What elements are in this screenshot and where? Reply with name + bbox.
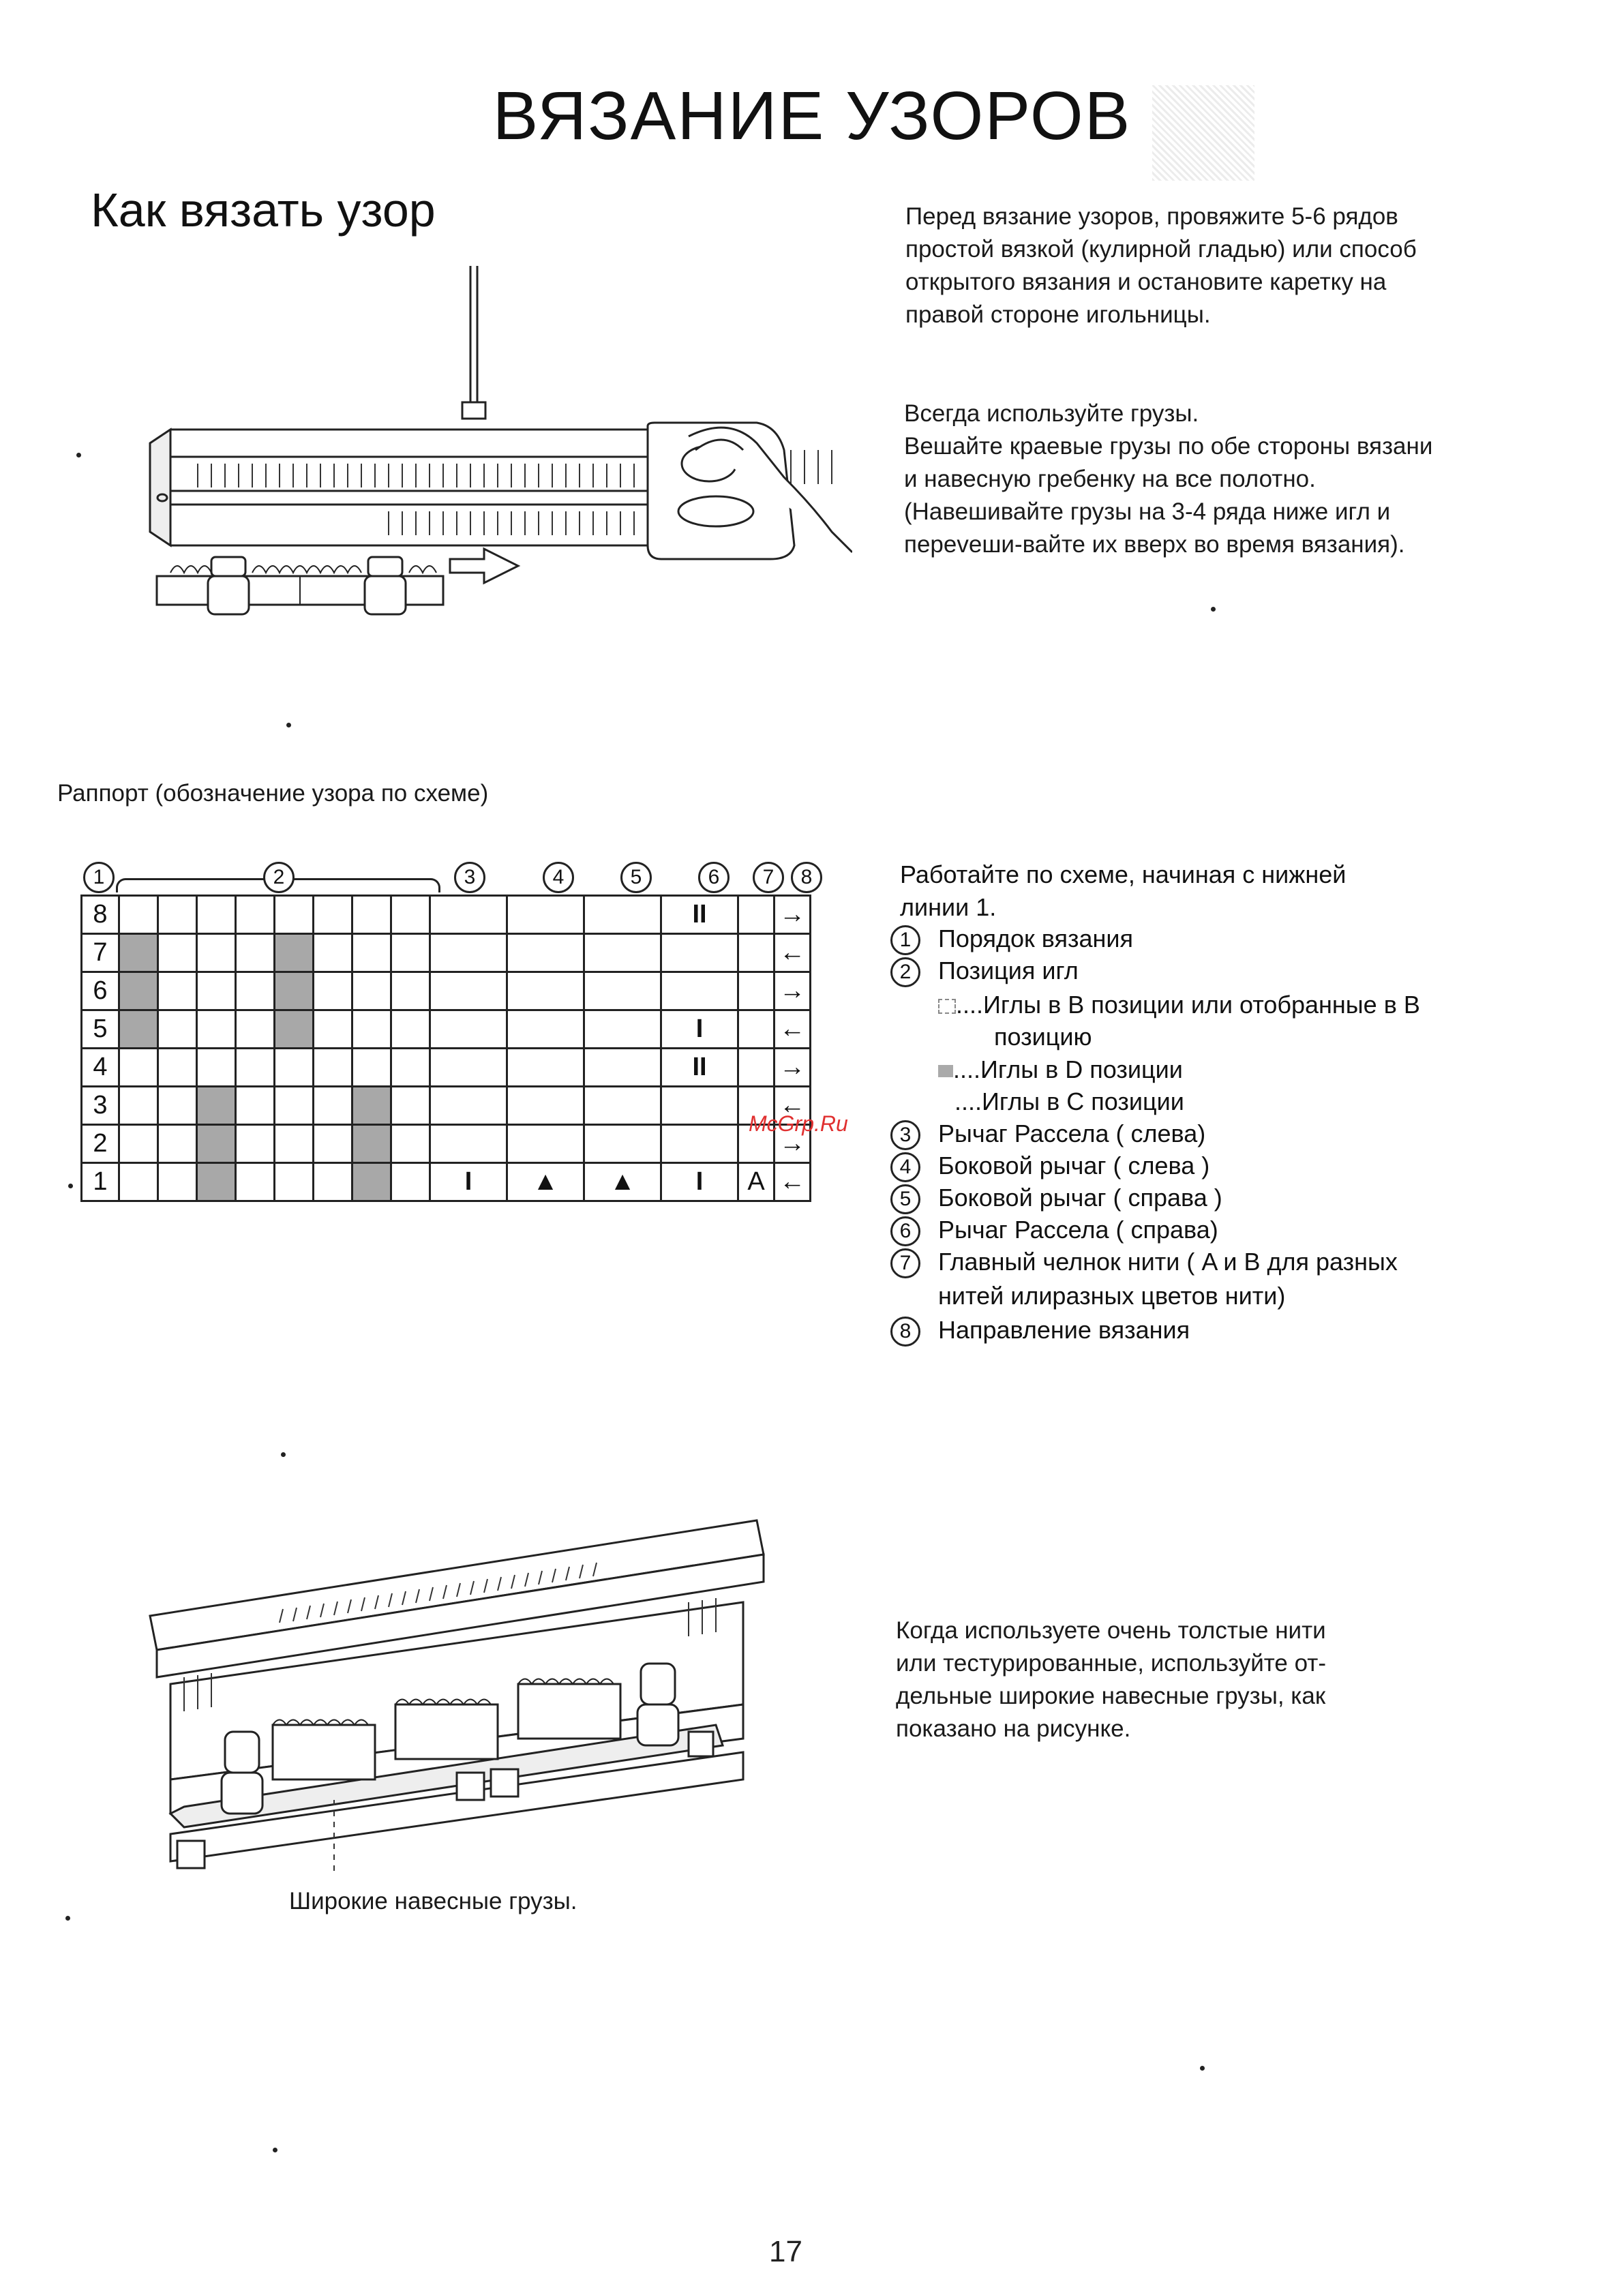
header-num-4: 4 — [543, 862, 574, 893]
needle-cell-b — [391, 934, 430, 972]
needle-cell-b — [275, 1049, 314, 1087]
yarn-feeder-cell — [738, 934, 775, 972]
pattern-table — [80, 895, 811, 1202]
grid-row — [82, 1125, 811, 1163]
needle-cell-b — [236, 896, 275, 934]
lever-cell-c5 — [584, 972, 661, 1010]
legend-item-2 — [890, 957, 1079, 987]
lever-cell-c4 — [507, 1087, 584, 1125]
legend-item-3 — [890, 1120, 1205, 1150]
needle-cell-b — [314, 1125, 352, 1163]
header-num-1: 1 — [83, 862, 115, 893]
intro-paragraph — [905, 200, 1417, 331]
scan-speck — [68, 1184, 73, 1188]
lever-cell-c6: I — [661, 1163, 738, 1201]
yarn-feeder-cell — [738, 1049, 775, 1087]
lever-cell-c3 — [430, 1049, 507, 1087]
direction-arrow: ← — [775, 1010, 811, 1049]
lever-cell-c3 — [430, 934, 507, 972]
lever-cell-c4 — [507, 1125, 584, 1163]
lever-cell-c6 — [661, 1087, 738, 1125]
legend-item-1 — [890, 925, 1133, 955]
lever-cell-c5 — [584, 934, 661, 972]
legend-num: 2 — [890, 957, 920, 987]
needle-cell-b — [236, 1087, 275, 1125]
needle-cell-b — [197, 1010, 236, 1049]
legend-text: Главный челнок нити ( A и B для разных — [938, 1248, 1398, 1276]
needle-cell-b — [314, 1087, 352, 1125]
needle-cell-d — [352, 1163, 391, 1201]
yarn-feeder-cell: A — [738, 1163, 775, 1201]
legend-item-7 — [890, 1248, 1398, 1278]
thick-yarn-line: Когда используете очень толстые нити — [896, 1617, 1326, 1644]
weights-paragraph — [904, 397, 1432, 561]
needle-cell-b — [197, 1049, 236, 1087]
direction-arrow: → — [775, 972, 811, 1010]
thick-yarn-paragraph — [896, 1614, 1326, 1745]
needle-cell-d — [352, 1125, 391, 1163]
header-num-8: 8 — [791, 862, 822, 893]
header-num-6: 6 — [698, 862, 730, 893]
lever-cell-c3 — [430, 1125, 507, 1163]
needle-cell-b — [197, 934, 236, 972]
needle-cell-b — [236, 972, 275, 1010]
needle-cell-d — [352, 1087, 391, 1125]
scan-speck — [286, 723, 291, 727]
legend-text: ....Иглы в B позиции или отобранные в B — [956, 991, 1420, 1019]
legend-item-4 — [890, 1152, 1209, 1182]
wide-weights-illustration — [143, 1507, 784, 1889]
intro-line: Перед вязание узоров, провяжите 5-6 рядов — [905, 203, 1398, 230]
weights-line: Вешайте краевые грузы по обе стороны вязани — [904, 433, 1433, 460]
shaded-square-icon — [938, 1065, 953, 1077]
legend-intro-line: Работайте по схеме, начиная с нижней — [900, 860, 1347, 888]
lever-cell-c3 — [430, 972, 507, 1010]
lever-cell-c4 — [507, 972, 584, 1010]
legend-text: ....Иглы в C позиции — [954, 1087, 1184, 1115]
needle-cell-d — [119, 1010, 158, 1049]
weights-line: (Навешивайте грузы на 3-4 ряда ниже игл и — [904, 498, 1391, 525]
rapport-caption: Раппорт (обозначение узора по схеме) — [57, 780, 489, 807]
row-number: 5 — [82, 1010, 119, 1049]
needle-cell-b — [197, 972, 236, 1010]
needle-cell-b — [391, 1125, 430, 1163]
row-number: 1 — [82, 1163, 119, 1201]
needle-cell-b — [275, 896, 314, 934]
lever-cell-c6: I — [661, 1010, 738, 1049]
lever-cell-c4 — [507, 1049, 584, 1087]
needle-cell-b — [391, 972, 430, 1010]
grid-row — [82, 972, 811, 1010]
grid-row — [82, 896, 811, 934]
needle-cell-b — [391, 1163, 430, 1201]
needle-cell-b — [236, 1010, 275, 1049]
needle-cell-b — [119, 1163, 158, 1201]
needle-cell-d — [275, 972, 314, 1010]
legend-item-7-cont: нитей илиразных цветов нити) — [938, 1282, 1286, 1310]
needle-cell-b — [236, 1163, 275, 1201]
lever-cell-c4: ▲ — [507, 1163, 584, 1201]
needle-cell-b — [391, 896, 430, 934]
grid-row — [82, 1010, 811, 1049]
needle-cell-b — [352, 934, 391, 972]
legend-num: 3 — [890, 1120, 920, 1150]
needle-cell-b — [236, 1125, 275, 1163]
legend-num: 1 — [890, 925, 920, 955]
page-title: ВЯЗАНИЕ УЗОРОВ — [492, 78, 1132, 154]
row-number: 8 — [82, 896, 119, 934]
legend-text: Порядок вязания — [938, 925, 1134, 952]
legend-item-5 — [890, 1184, 1222, 1214]
needle-cell-b — [391, 1010, 430, 1049]
needle-cell-b — [314, 972, 352, 1010]
direction-arrow: → — [775, 896, 811, 934]
scan-speck — [273, 2148, 277, 2152]
needle-cell-d — [275, 1010, 314, 1049]
direction-arrow: ← — [775, 934, 811, 972]
legend-num: 8 — [890, 1317, 920, 1347]
header-num-3: 3 — [454, 862, 485, 893]
row-number: 7 — [82, 934, 119, 972]
legend-sub-b — [938, 991, 1420, 1019]
needle-cell-b — [275, 1163, 314, 1201]
direction-arrow: → — [775, 1125, 811, 1163]
lever-cell-c5 — [584, 896, 661, 934]
header-num-2: 2 — [263, 862, 295, 893]
yarn-feeder-cell — [738, 1010, 775, 1049]
needle-cell-b — [158, 1049, 197, 1087]
lever-cell-c5 — [584, 1125, 661, 1163]
needle-cell-d — [119, 972, 158, 1010]
empty-square-icon — [938, 999, 956, 1014]
pattern-grid — [80, 895, 811, 1202]
needle-cell-b — [158, 1125, 197, 1163]
legend-text: Позиция игл — [938, 957, 1079, 985]
title-scan-noise — [1152, 85, 1254, 181]
needle-cell-b — [197, 896, 236, 934]
needle-cell-b — [352, 1010, 391, 1049]
figure2-caption: Широкие навесные грузы. — [289, 1888, 577, 1914]
legend-num: 6 — [890, 1216, 920, 1246]
grid-row — [82, 934, 811, 972]
lever-cell-c5 — [584, 1010, 661, 1049]
knitting-machine-illustration — [130, 259, 852, 655]
yarn-feeder-cell — [738, 896, 775, 934]
needle-cell-b — [158, 934, 197, 972]
needle-cell-b — [314, 1163, 352, 1201]
lever-cell-c6 — [661, 972, 738, 1010]
lever-cell-c3 — [430, 1010, 507, 1049]
scan-speck — [1200, 2066, 1205, 2071]
needle-cell-b — [119, 896, 158, 934]
grid-row — [82, 1163, 811, 1201]
scan-speck — [1211, 607, 1216, 612]
needle-cell-b — [314, 1049, 352, 1087]
thick-yarn-line: или тестурированные, используйте от- — [896, 1650, 1326, 1677]
needle-cell-b — [236, 934, 275, 972]
needle-cell-d — [197, 1087, 236, 1125]
legend-intro-line: линии 1. — [900, 893, 997, 921]
row-number: 2 — [82, 1125, 119, 1163]
lever-cell-c6 — [661, 1125, 738, 1163]
weights-line: переveши-вайте их вверх во время вязания). — [904, 531, 1405, 558]
needle-cell-b — [119, 1125, 158, 1163]
yarn-feeder-cell — [738, 972, 775, 1010]
header-num-5: 5 — [620, 862, 652, 893]
legend-text: Рычаг Рассела ( слева) — [938, 1120, 1206, 1147]
weights-line: Всегда используйте грузы. — [904, 400, 1199, 427]
row-number: 3 — [82, 1087, 119, 1125]
needle-cell-b — [314, 934, 352, 972]
legend-sub-c — [954, 1087, 1184, 1116]
needle-cell-b — [119, 1049, 158, 1087]
lever-cell-c5 — [584, 1087, 661, 1125]
grid-row — [82, 1049, 811, 1087]
needle-cell-d — [119, 934, 158, 972]
row-number: 6 — [82, 972, 119, 1010]
needle-cell-b — [391, 1087, 430, 1125]
direction-arrow: ← — [775, 1087, 811, 1125]
row-number: 4 — [82, 1049, 119, 1087]
legend-sub-d — [938, 1055, 1183, 1084]
legend-text: Рычаг Рассела ( справа) — [938, 1216, 1218, 1244]
legend-item-6 — [890, 1216, 1218, 1246]
lever-cell-c4 — [507, 934, 584, 972]
scan-speck — [76, 453, 81, 457]
needle-cell-b — [158, 1010, 197, 1049]
needle-cell-b — [352, 896, 391, 934]
lever-cell-c6: II — [661, 896, 738, 934]
legend-num: 5 — [890, 1184, 920, 1214]
needle-cell-b — [158, 1087, 197, 1125]
legend-num: 7 — [890, 1248, 920, 1278]
needle-cell-b — [314, 1010, 352, 1049]
lever-cell-c3 — [430, 1087, 507, 1125]
intro-line: открытого вязания и остановите каретку на — [905, 269, 1387, 295]
legend-text: Направление вязания — [938, 1316, 1190, 1344]
scan-speck — [65, 1916, 70, 1921]
lever-cell-c3: I — [430, 1163, 507, 1201]
direction-arrow: → — [775, 1049, 811, 1087]
intro-line: правой стороне игольницы. — [905, 301, 1211, 328]
legend-text: Боковой рычаг ( слева ) — [938, 1152, 1210, 1179]
watermark: McGrp.Ru — [749, 1111, 848, 1136]
legend-item-8 — [890, 1316, 1190, 1347]
needle-cell-b — [158, 972, 197, 1010]
grid-row — [82, 1087, 811, 1125]
needle-cell-b — [391, 1049, 430, 1087]
needle-cell-d — [275, 934, 314, 972]
needle-cell-b — [275, 1087, 314, 1125]
legend-num: 4 — [890, 1152, 920, 1182]
needle-cell-b — [119, 1087, 158, 1125]
needle-cell-d — [197, 1125, 236, 1163]
needle-cell-b — [158, 896, 197, 934]
needle-cell-b — [158, 1163, 197, 1201]
needle-cell-d — [197, 1163, 236, 1201]
needle-cell-b — [352, 1049, 391, 1087]
needle-cell-b — [236, 1049, 275, 1087]
lever-cell-c6: II — [661, 1049, 738, 1087]
needle-cell-b — [275, 1125, 314, 1163]
lever-cell-c4 — [507, 896, 584, 934]
needle-cell-b — [352, 972, 391, 1010]
lever-cell-c5: ▲ — [584, 1163, 661, 1201]
page-number: 17 — [769, 2235, 802, 2268]
thick-yarn-line: дельные широкие навесные грузы, как — [896, 1683, 1326, 1709]
weights-line: и навесную гребенку на все полотно. — [904, 466, 1316, 492]
lever-cell-c5 — [584, 1049, 661, 1087]
section-heading: Как вязать узор — [91, 183, 436, 237]
thick-yarn-line: показано на рисунке. — [896, 1715, 1131, 1742]
legend-sub-b-cont: позицию — [994, 1023, 1092, 1051]
intro-line: простой вязкой (кулирной гладью) или способ — [905, 236, 1417, 262]
legend-text: Боковой рычаг ( справа ) — [938, 1184, 1222, 1212]
lever-cell-c3 — [430, 896, 507, 934]
direction-arrow: ← — [775, 1163, 811, 1201]
needle-cell-b — [314, 896, 352, 934]
lever-cell-c4 — [507, 1010, 584, 1049]
lever-cell-c6 — [661, 934, 738, 972]
legend-text: ....Иглы в D позиции — [953, 1055, 1183, 1083]
scan-speck — [281, 1452, 286, 1457]
header-num-7: 7 — [753, 862, 784, 893]
